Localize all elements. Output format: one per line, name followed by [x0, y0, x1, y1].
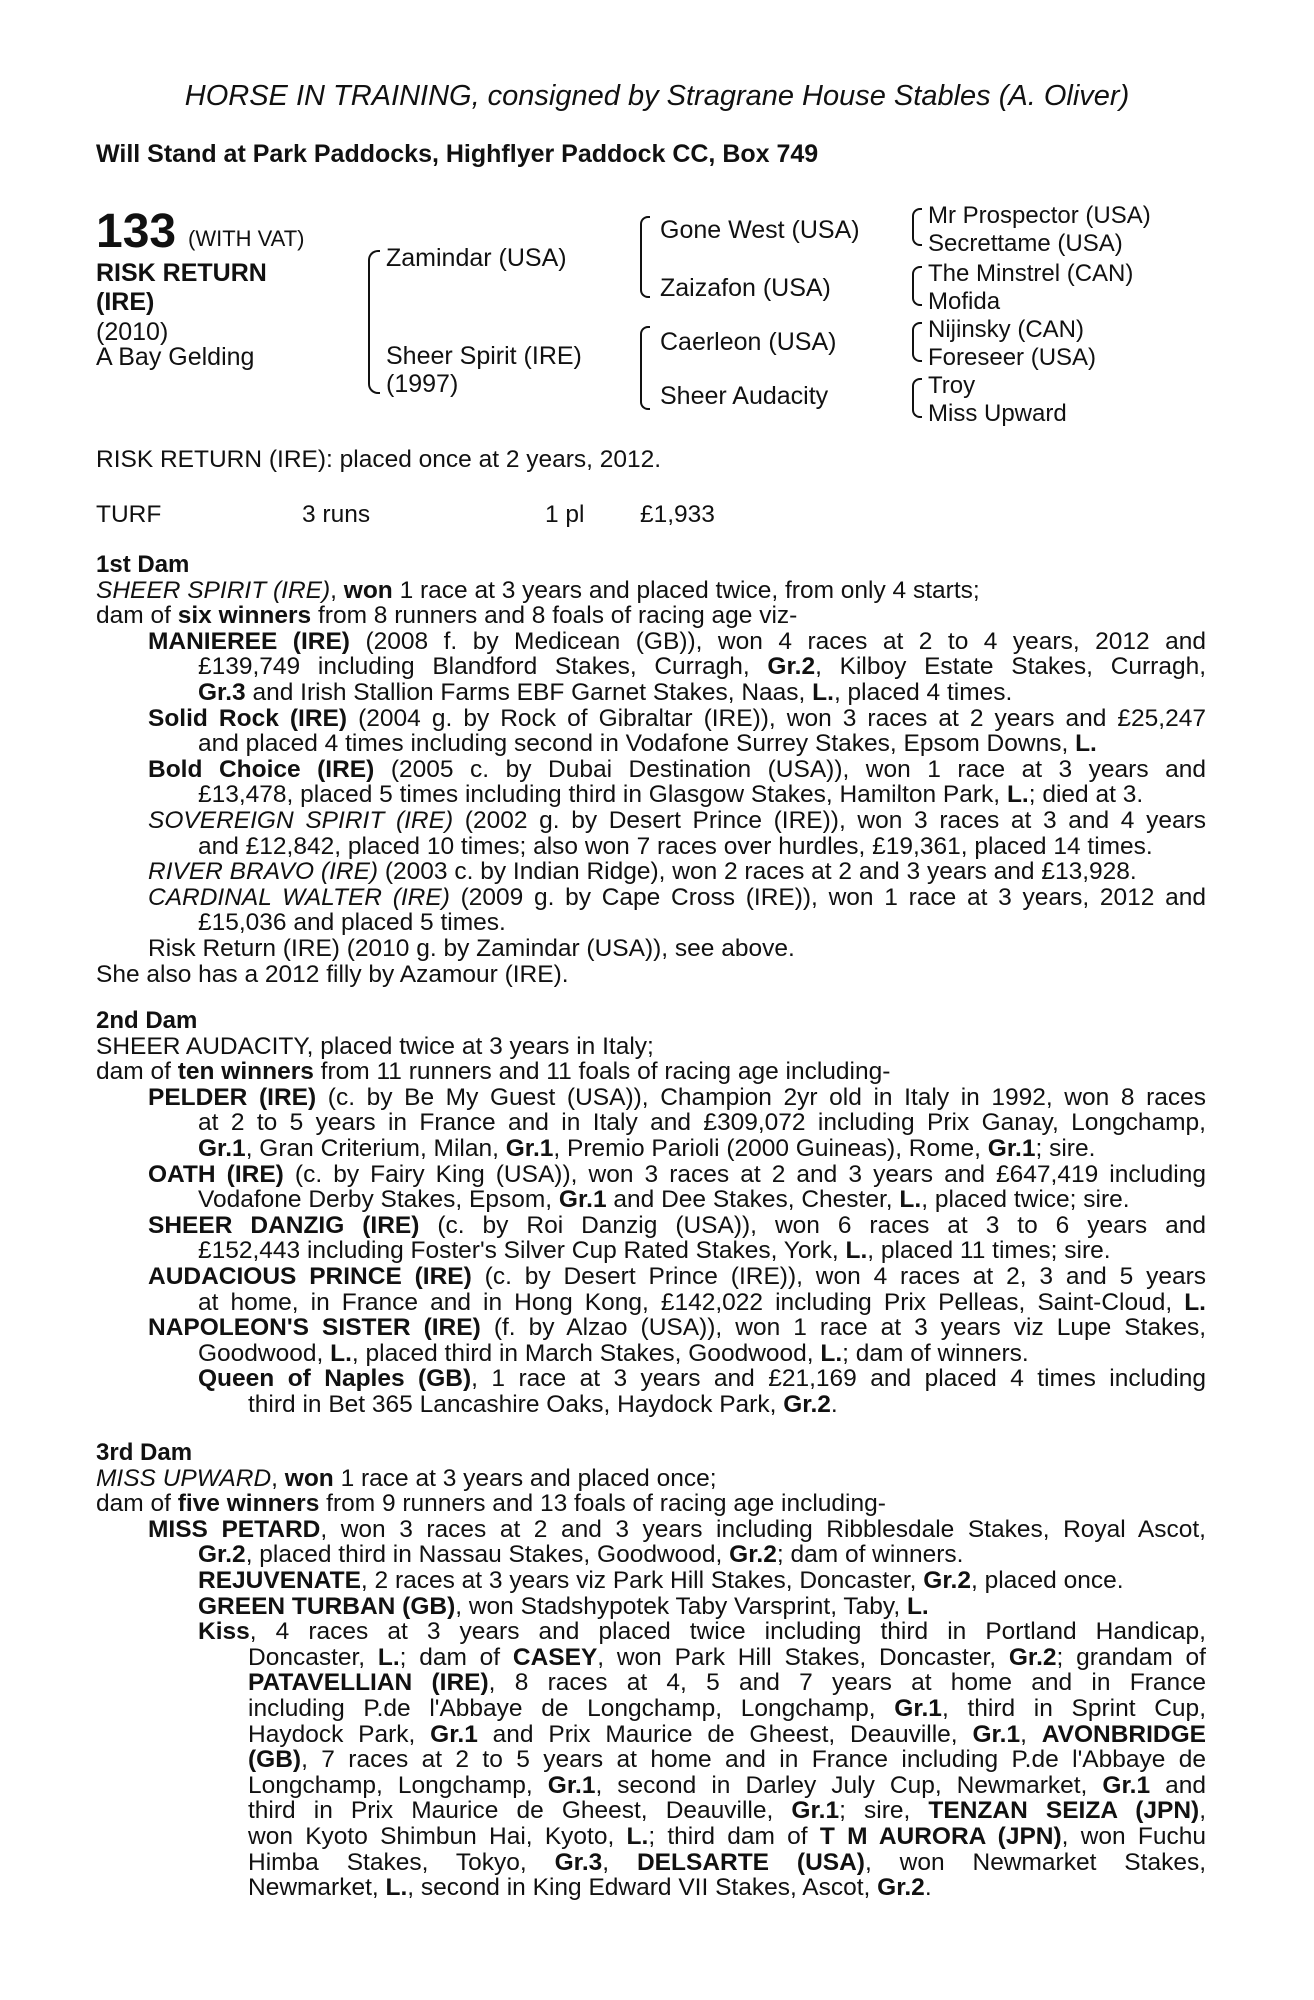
grade-badge: Gr.1: [198, 1134, 246, 1162]
produce-kiss-line1: [96, 1619, 1206, 1645]
produce-green-turban-name: GREEN TURBAN (GB): [198, 1592, 456, 1620]
produce-sovereign-spirit-line1: [96, 808, 1206, 834]
listed-badge: L.: [377, 1643, 400, 1671]
produce-cardinal-walter-line1: [96, 885, 1206, 911]
produce-rejuvenate-text: , 2 races at 3 years viz Park Hill Stakes, Doncaster,: [360, 1566, 917, 1594]
listed-badge: L.: [385, 1874, 408, 1902]
kiss-text-10d: , won Newmarket Stakes,: [864, 1848, 1207, 1876]
kiss-text-b: ; dam of: [399, 1643, 501, 1671]
kiss-text-7b: , second in Darley July Cup, Newmarket,: [595, 1771, 1088, 1799]
listed-badge: L.: [812, 678, 834, 706]
second-dam-produce-prefix: dam of: [96, 1058, 171, 1086]
kiss-text-a: Doncaster,: [248, 1643, 366, 1671]
produce-sovereign-spirit-line2: and £12,842, placed 10 times; also won 7 races over hurdles, £19,361, placed 14 times.: [198, 832, 1153, 860]
grade-badge: Gr.2: [783, 1390, 831, 1418]
grade-badge: Gr.1: [791, 1797, 840, 1825]
produce-casey-name: CASEY: [512, 1643, 598, 1671]
kiss-text-e: ; grandam of: [1056, 1643, 1206, 1671]
second-dam-produce-text: from 11 runners and 11 foals of racing age including-: [320, 1058, 891, 1086]
first-dam-name: SHEER SPIRIT (IRE): [96, 576, 331, 604]
produce-river-bravo-name: RIVER BRAVO (IRE): [148, 858, 379, 886]
produce-avonbridge-name: AVONBRIDGE: [1041, 1720, 1207, 1748]
kiss-text-7c: and: [1165, 1771, 1207, 1799]
kiss-text-9a: won Kyoto Shimbun Hai, Kyoto,: [248, 1822, 615, 1850]
produce-miss-petard-line1: [96, 1517, 1206, 1543]
first-dam-also: She also has a 2012 filly by Azamour (IRE).: [96, 960, 569, 988]
grade-badge: Gr.1: [972, 1720, 1021, 1748]
produce-napoleons-sister-text: (f. by Alzao (USA)), won 1 race at 3 years viz Lupe Stakes,: [493, 1314, 1207, 1342]
kiss-text-11c: .: [924, 1874, 932, 1902]
horse-description: A Bay Gelding: [96, 343, 255, 371]
kiss-text-8b: ; sire,: [839, 1797, 911, 1825]
produce-sheer-danzig-line1: [96, 1213, 1206, 1239]
record-surface: TURF: [96, 501, 162, 528]
produce-queen-of-naples-text: , 1 race at 3 years and £21,169 and placed 4 times including: [471, 1365, 1207, 1393]
pedigree-g7: Troy: [928, 372, 976, 399]
produce-rejuvenate-name: REJUVENATE: [198, 1566, 361, 1594]
pedigree-dam-year: (1997): [386, 370, 459, 398]
produce-queen-of-naples-text2: third in Bet 365 Lancashire Oaks, Haydock Park,: [248, 1390, 777, 1418]
pedigree-g3: The Minstrel (CAN): [928, 260, 1134, 287]
produce-kiss-line7: [96, 1773, 1206, 1799]
produce-tenzan-seiza-name: TENZAN SEIZA (JPN): [928, 1797, 1200, 1825]
produce-manieree-text3: , Kilboy Estate Stakes, Curragh,: [815, 653, 1207, 681]
produce-cardinal-walter-line2: £15,036 and placed 5 times.: [198, 909, 506, 937]
venue-line: Will Stand at Park Paddocks, Highflyer Paddock CC, Box 749: [96, 140, 819, 168]
produce-bold-choice-line2: [96, 782, 1206, 808]
produce-queen-of-naples-text3: .: [830, 1390, 838, 1418]
produce-napoleons-sister-line2: [96, 1341, 1206, 1367]
grade-badge: Gr.3: [554, 1848, 603, 1876]
produce-audacious-prince-name: AUDACIOUS PRINCE (IRE): [148, 1262, 472, 1290]
second-dam-heading: 2nd Dam: [96, 1007, 198, 1034]
produce-miss-petard-text3: ; dam of winners.: [776, 1541, 964, 1569]
first-dam-heading: 1st Dam: [96, 551, 190, 578]
kiss-text-5c: ,: [1020, 1720, 1027, 1748]
produce-napoleons-sister-line1: [96, 1315, 1206, 1341]
second-dam-winners-count: ten winners: [177, 1058, 314, 1086]
produce-cardinal-walter-text: (2009 g. by Cape Cross (IRE)), won 1 race at 3 years, 2012 and: [460, 883, 1206, 911]
produce-queen-of-naples-line2: [96, 1392, 1206, 1418]
produce-solid-rock-line2: [96, 731, 1206, 757]
produce-miss-petard-text: , won 3 races at 2 and 3 years including Ribblesdale Stakes, Royal Ascot,: [320, 1515, 1206, 1543]
produce-napoleons-sister-text4: ; dam of winners.: [842, 1339, 1029, 1367]
record-earnings: £1,933: [640, 501, 715, 528]
pedigree-brace-dam: [640, 326, 650, 410]
produce-river-bravo-line1: [96, 859, 1206, 885]
first-dam-record: 1 race at 3 years and placed twice, from only 4 starts;: [399, 576, 980, 604]
produce-pelder-line1: [96, 1085, 1206, 1111]
kiss-text-11a: Newmarket,: [248, 1874, 379, 1902]
second-dam-section: [96, 1008, 1206, 1418]
horse-name-line1: RISK RETURN: [96, 259, 267, 287]
produce-pelder-line3: [96, 1136, 1206, 1162]
produce-pelder-text5: ; sire.: [1035, 1134, 1096, 1162]
record-summary: RISK RETURN (IRE): placed once at 2 years, 2012.: [96, 446, 662, 473]
produce-audacious-prince-text: (c. by Desert Prince (IRE)), won 4 races at 2, 3 and 5 years: [484, 1262, 1206, 1290]
pedigree-brace-g12: [912, 208, 922, 246]
kiss-text-6b: , 7 races at 2 to 5 years at home and in France including P.de l'Abbaye de: [301, 1746, 1206, 1774]
third-dam-section: 3rd Dam MISS UPWARD, won 1 race at 3 years and placed once; dam of five winners from 9 runners and 13 foals of racing age including- MISS PETARD, won 3 races at 2 and 3 years including Ribblesdale Stakes, Royal Ascot, Gr.2, placed third in Nassau Stakes, Goodwood, Gr.2; dam of winners. REJUVENATE, 2 races at 3 years viz Park Hill Stakes, Doncaster, Gr.2, placed once. GREEN TURBAN (GB), won Stadshypotek Taby Varsprint, Taby, L. Kiss, 4 races at 3 years and placed twice including third in Portland Handicap, Doncaster, L.; dam of CASEY, won Park Hill Stakes, Doncaster, Gr.2; grandam of PATAVELLIAN (IRE), 8 races at 4, 5 and 7 years at home and in France including P.de l'Abbaye de Longchamp, Longchamp, Gr.1, third in Sprint Cup, Haydock Park, Gr.1 and Prix Maurice de Gheest, Deauville, Gr.1, AVONBRIDGE (GB), 7 races at 2 to 5 years at home and in France including P.de l'Abbaye de Longchamp, Longchamp, Gr.1, second in Darley July Cup, Newmarket, Gr.1 and third in Prix Maurice de Gheest, Deauville, Gr.1; sire, TENZAN SEIZA (JPN), won Kyoto Shimbun Hai, Kyoto, L.; third dam of T M AURORA (JPN), won Fuchu Himba Stakes, Tokyo, Gr.3, DELSARTE (USA), won Newmarket Stakes, Newmarket, L., second in King Edward VII Stakes, Ascot, Gr.2.: [96, 1439, 1207, 1902]
produce-kiss-line9: [96, 1824, 1206, 1850]
produce-patavellian-name: PATAVELLIAN (IRE): [248, 1669, 489, 1697]
produce-oath-line1: [96, 1162, 1206, 1188]
produce-oath-text2: Vodafone Derby Stakes, Epsom,: [198, 1186, 553, 1214]
pedigree-g8: Miss Upward: [928, 400, 1067, 427]
produce-sovereign-spirit-name: SOVEREIGN SPIRIT (IRE): [148, 806, 454, 834]
pedigree-sire: Zamindar (USA): [386, 244, 567, 272]
third-dam-produce-text: from 9 runners and 13 foals of racing age including-: [326, 1490, 886, 1518]
produce-rejuvenate-line1: [96, 1568, 1206, 1594]
kiss-text-7a: Longchamp, Longchamp,: [248, 1771, 533, 1799]
grade-badge: Gr.1: [505, 1134, 554, 1162]
pedigree-g4: Mofida: [928, 288, 1001, 315]
produce-sheer-danzig-text2: £152,443 including Foster's Silver Cup Rated Stakes, York,: [198, 1237, 839, 1265]
produce-manieree-line2: [96, 654, 1206, 680]
produce-kiss-line10: [96, 1850, 1206, 1876]
record-runs: 3 runs: [302, 501, 371, 528]
pedigree-brace-sire: [640, 216, 650, 298]
pedigree-brace-g34: [912, 266, 922, 306]
kiss-text-8d: ,: [1199, 1797, 1206, 1825]
produce-kiss-line8: [96, 1798, 1206, 1824]
listed-badge: L.: [906, 1592, 929, 1620]
listed-badge: L.: [1184, 1288, 1206, 1316]
pedigree-g2: Secrettame (USA): [928, 230, 1123, 257]
produce-sheer-danzig-text: (c. by Roi Danzig (USA)), won 6 races at 3 to 6 years and: [437, 1211, 1207, 1239]
produce-oath-text: (c. by Fairy King (USA)), won 3 races at 2 and 3 years and £647,419 including: [294, 1160, 1206, 1188]
second-dam-line1: SHEER AUDACITY, placed twice at 3 years in Italy;: [96, 1032, 654, 1060]
produce-pelder-text3: , Gran Criterium, Milan,: [245, 1134, 499, 1162]
produce-manieree-line1: [96, 629, 1206, 655]
produce-kiss-line3: [96, 1670, 1206, 1696]
produce-queen-of-naples-name: Queen of Naples (GB): [198, 1365, 472, 1393]
pedigree-brace-g78: [912, 378, 922, 418]
produce-pelder-text4: , Premio Parioli (2000 Guineas), Rome,: [553, 1134, 981, 1162]
produce-risk-return: Risk Return (IRE) (2010 g. by Zamindar (USA)), see above.: [148, 934, 795, 962]
produce-oath-name: OATH (IRE): [148, 1160, 284, 1188]
produce-kiss-line5: [96, 1722, 1206, 1748]
listed-badge: L.: [845, 1237, 868, 1265]
produce-solid-rock-text: (2004 g. by Rock of Gibraltar (IRE)), won 3 races at 2 years and £25,247: [358, 704, 1206, 732]
kiss-text-4a: including P.de l'Abbaye de Longchamp, Longchamp,: [248, 1694, 876, 1722]
listed-badge: L.: [820, 1339, 843, 1367]
listed-badge: L.: [899, 1186, 922, 1214]
kiss-text-5b: and Prix Maurice de Gheest, Deauville,: [492, 1720, 958, 1748]
produce-kiss-line4: [96, 1696, 1206, 1722]
produce-tm-aurora-name: T M AURORA (JPN): [819, 1822, 1062, 1850]
grade-badge: Gr.3: [198, 678, 246, 706]
kiss-text-3: , 8 races at 4, 5 and 7 years at home and in France: [488, 1669, 1206, 1697]
first-dam-produce-prefix: dam of: [96, 602, 171, 630]
grade-badge: Gr.1: [430, 1720, 478, 1748]
grade-badge: Gr.2: [729, 1541, 777, 1569]
kiss-text-5a: Haydock Park,: [248, 1720, 416, 1748]
grade-badge: Gr.2: [877, 1874, 925, 1902]
produce-green-turban-text: , won Stadshypotek Taby Varsprint, Taby,: [455, 1592, 901, 1620]
produce-kiss-line2: [96, 1645, 1206, 1671]
grade-badge: Gr.1: [547, 1771, 596, 1799]
produce-solid-rock-name: Solid Rock (IRE): [148, 704, 348, 732]
produce-manieree-text4: and Irish Stallion Farms EBF Garnet Stakes, Naas,: [252, 678, 806, 706]
pedigree-dam-sire: Caerleon (USA): [660, 328, 837, 356]
record-placings: 1 pl: [545, 501, 585, 528]
produce-miss-petard-name: MISS PETARD: [148, 1515, 321, 1543]
pedigree-dam-dam: Sheer Audacity: [660, 382, 829, 410]
third-dam-name: MISS UPWARD: [96, 1464, 272, 1492]
produce-bold-choice-text: (2005 c. by Dubai Destination (USA)), won 1 race at 3 years and: [390, 755, 1206, 783]
first-dam-won: won: [343, 576, 393, 604]
pedigree-sire-dam: Zaizafon (USA): [660, 274, 831, 302]
pedigree-g1: Mr Prospector (USA): [928, 202, 1151, 229]
grade-badge: Gr.1: [894, 1694, 942, 1722]
pedigree-dam: Sheer Spirit (IRE): [386, 342, 582, 370]
produce-pelder-line2: at 2 to 5 years in France and in Italy and £309,072 including Prix Ganay, Longchamp,: [198, 1109, 1206, 1137]
produce-sheer-danzig-text3: , placed 11 times; sire.: [867, 1237, 1111, 1265]
pedigree-brace-main: [368, 250, 380, 394]
produce-bold-choice-text2: £13,478, placed 5 times including third in Glasgow Stakes, Hamilton Park,: [198, 781, 1001, 809]
produce-audacious-prince-line1: [96, 1264, 1206, 1290]
kiss-text-d: , won Park Hill Stakes, Doncaster,: [597, 1643, 997, 1671]
produce-manieree-text2: £139,749 including Blandford Stakes, Curragh,: [198, 653, 750, 681]
produce-miss-petard-text2: , placed third in Nassau Stakes, Goodwood,: [245, 1541, 723, 1569]
grade-badge: Gr.1: [1102, 1771, 1151, 1799]
produce-sovereign-spirit-text: (2002 g. by Desert Prince (IRE)), won 3 races at 3 and 4 years: [464, 806, 1207, 834]
listed-badge: L.: [1006, 781, 1029, 809]
lot-number: 133: [96, 205, 177, 258]
third-dam-won: won: [284, 1464, 334, 1492]
produce-audacious-prince-line2: [96, 1290, 1206, 1316]
produce-oath-line2: [96, 1187, 1206, 1213]
kiss-text-11b: , second in King Edward VII Stakes, Ascot,: [407, 1874, 871, 1902]
produce-manieree-line3: [96, 680, 1206, 706]
produce-oath-text3: and Dee Stakes, Chester,: [613, 1186, 893, 1214]
pedigree-sire-sire: Gone West (USA): [660, 216, 860, 244]
third-dam-heading: 3rd Dam: [96, 1439, 193, 1466]
kiss-text-9b: ; third dam of: [648, 1822, 808, 1850]
page-title: HORSE IN TRAINING, consigned by Stragrane House Stables (A. Oliver): [184, 80, 1130, 112]
listed-badge: L.: [330, 1339, 352, 1367]
kiss-text-10a: Himba Stakes, Tokyo,: [248, 1848, 527, 1876]
third-dam-produce-prefix: dam of: [96, 1490, 171, 1518]
produce-pelder-name: PELDER (IRE): [148, 1083, 317, 1111]
produce-river-bravo-text: (2003 c. by Indian Ridge), won 2 races at 2 and 3 years and £13,928.: [384, 858, 1137, 886]
vat-label: (WITH VAT): [188, 226, 305, 251]
produce-napoleons-sister-name: NAPOLEON'S SISTER (IRE): [148, 1314, 481, 1342]
kiss-text-8a: third in Prix Maurice de Gheest, Deauville,: [248, 1797, 774, 1825]
third-dam-record: 1 race at 3 years and placed once;: [340, 1464, 717, 1492]
pedigree-g6: Foreseer (USA): [928, 344, 1097, 371]
kiss-text-10b: ,: [602, 1848, 610, 1876]
produce-green-turban-line1: [96, 1594, 1206, 1620]
listed-badge: L.: [626, 1822, 649, 1850]
produce-bold-choice-text3: ; died at 3.: [1028, 781, 1144, 809]
produce-manieree-text: (2008 f. by Medicean (GB)), won 4 races at 2 to 4 years, 2012 and: [365, 627, 1206, 655]
pedigree-g5: Nijinsky (CAN): [928, 316, 1084, 343]
produce-kiss-text: , 4 races at 3 years and placed twice including third in Portland Handicap,: [249, 1618, 1206, 1646]
produce-manieree-name: MANIEREE (IRE): [148, 627, 350, 655]
grade-badge: Gr.2: [1008, 1643, 1057, 1671]
produce-solid-rock-text2: and placed 4 times including second in Vodafone Surrey Stakes, Epsom Downs,: [198, 730, 1069, 758]
grade-badge: Gr.2: [767, 653, 816, 681]
kiss-text-4b: , third in Sprint Cup,: [941, 1694, 1206, 1722]
kiss-text-9d: , won Fuchu: [1061, 1822, 1207, 1850]
produce-sheer-danzig-line2: [96, 1238, 1206, 1264]
produce-kiss-line11: [96, 1875, 1206, 1901]
third-dam-winners-count: five winners: [177, 1490, 320, 1518]
first-dam-produce-text: from 8 runners and 8 foals of racing age viz-: [317, 602, 798, 630]
produce-queen-of-naples-line1: [96, 1366, 1206, 1392]
pedigree-brace-g56: [912, 322, 922, 362]
grade-badge: Gr.2: [923, 1566, 971, 1594]
produce-kiss-name: Kiss: [198, 1618, 250, 1646]
produce-bold-choice-name: Bold Choice (IRE): [148, 755, 375, 783]
first-dam-section: 1st Dam SHEER SPIRIT (IRE), won 1 race at 3 years and placed twice, from only 4 starts; dam of six winners from 8 runners and 8 foals of racing age viz- MANIEREE (IRE) (2008 f. by Medicean (GB)), won 4 races at 2 to 4 years, 2012 and £139,749 including Blandford Stakes, Curragh, Gr.2, Kilboy Estate Stakes, Curragh, Gr.3 and Irish Stallion Farms EBF Garnet Stakes, Naas, L., placed 4 times. Solid Rock (IRE) (2004 g. by Rock of Gibraltar (IRE)), won 3 races at 2 years and £25,247 and placed 4 times including second in Vodafone Surrey Stakes, Epsom Downs, L. Bold Choice (IRE) (2005 c. by Dubai Destination (USA)), won 1 race at 3 years and £13,478, placed 5 times including third in Glasgow Stakes, Hamilton Park, L.; died at 3. SOVEREIGN SPIRIT (IRE) (2002 g. by Desert Prince (IRE)), won 3 races at 3 and 4 years and £12,842, placed 10 times; also won 7 races over hurdles, £19,361, placed 14 times. RIVER BRAVO (IRE) (2003 c. by Indian Ridge), won 2 races at 2 and 3 years and £13,928. CARDINAL WALTER (IRE) (2009 g. by Cape Cross (IRE)), won 1 race at 3 years, 2012 and £15,036 and placed 5 times. Risk Return (IRE) (2010 g. by Zamindar (USA)), see above. She also has a 2012 filly by Azamour (IRE).: [96, 551, 1207, 988]
horse-year: (2010): [96, 318, 169, 346]
produce-rejuvenate-text2: , placed once.: [970, 1566, 1124, 1594]
grade-badge: Gr.2: [198, 1541, 246, 1569]
produce-napoleons-sister-text3: , placed third in March Stakes, Goodwood,: [351, 1339, 814, 1367]
produce-oath-text4: , placed twice; sire.: [921, 1186, 1130, 1214]
produce-miss-petard-line2: [96, 1542, 1206, 1568]
produce-bold-choice-line1: [96, 757, 1206, 783]
produce-solid-rock-line1: [96, 706, 1206, 732]
horse-name-line2: (IRE): [96, 288, 155, 316]
produce-cardinal-walter-name: CARDINAL WALTER (IRE): [148, 883, 450, 911]
produce-napoleons-sister-text2: Goodwood,: [198, 1339, 324, 1367]
produce-sheer-danzig-name: SHEER DANZIG (IRE): [148, 1211, 420, 1239]
produce-kiss-line6: [96, 1747, 1206, 1773]
produce-audacious-prince-text2: at home, in France and in Hong Kong, £142,022 including Prix Pelleas, Saint-Cloud,: [198, 1288, 1173, 1316]
produce-pelder-text: (c. by Be My Guest (USA)), Champion 2yr old in Italy in 1992, won 8 races: [327, 1083, 1207, 1111]
produce-delsarte-name: DELSARTE (USA): [636, 1848, 865, 1876]
first-dam-winners-count: six winners: [177, 602, 312, 630]
grade-badge: Gr.1: [558, 1186, 607, 1214]
grade-badge: Gr.1: [987, 1134, 1036, 1162]
produce-avonbridge-suffix: (GB): [248, 1746, 302, 1774]
produce-manieree-text5: , placed 4 times.: [833, 678, 1013, 706]
listed-badge: L.: [1075, 730, 1097, 758]
